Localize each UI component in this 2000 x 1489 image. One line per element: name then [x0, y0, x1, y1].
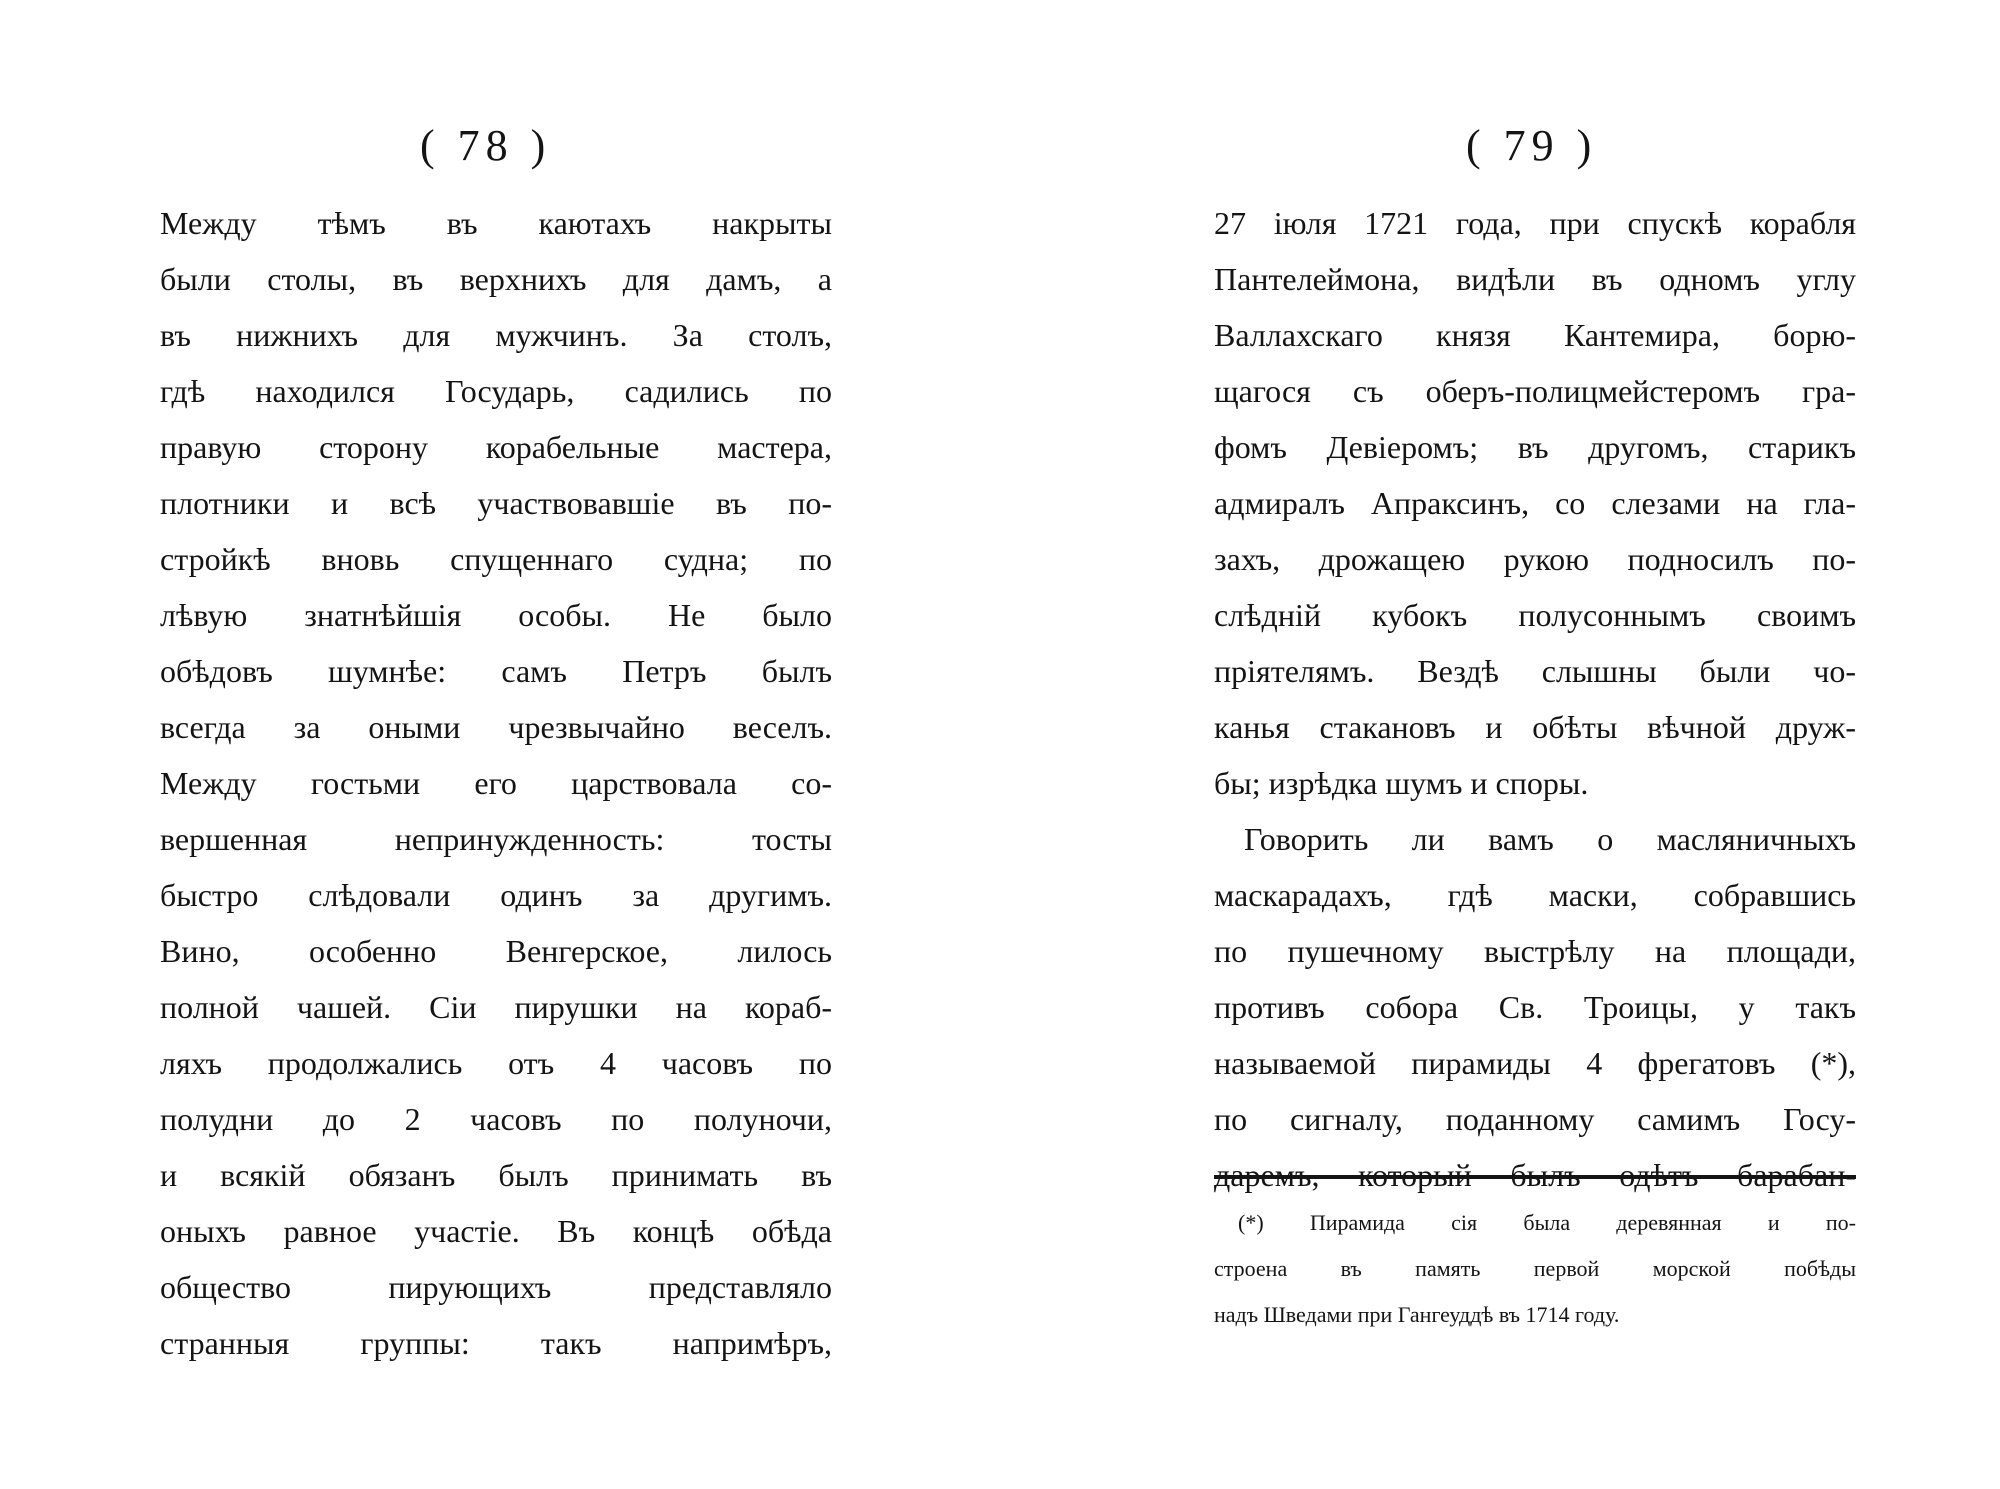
- text-line: Валлахскаго князя Кантемира, борю-: [1214, 317, 1856, 353]
- text-line: называемой пирамиды 4 фрегатовъ (*),: [1214, 1045, 1856, 1081]
- text-line: Говорить ли вамъ о масляничныхъ: [1244, 821, 1856, 857]
- page-number-right: ( 79 ): [1466, 121, 1598, 170]
- footnote-line: строена въ память первой морской побѣды: [1214, 1256, 1856, 1281]
- text-line: и всякій обязанъ былъ принимать въ: [160, 1157, 832, 1193]
- text-line: 27 іюля 1721 года, при спускѣ корабля: [1214, 205, 1856, 241]
- text-line: противъ собора Св. Троицы, у такъ: [1214, 989, 1856, 1025]
- text-line: даремъ, который былъ одѣтъ барабан-: [1214, 1157, 1856, 1193]
- footnote-rule: [1214, 1175, 1856, 1179]
- text-line: Пантелеймона, видѣли въ одномъ углу: [1214, 261, 1856, 297]
- footnote: [1214, 1200, 1856, 1338]
- footnote-line: надъ Шведами при Гангеуддѣ въ 1714 году.: [1214, 1302, 1620, 1327]
- text-line: правую сторону корабельные мастера,: [160, 429, 832, 465]
- text-line: странныя группы: такъ напримѣръ,: [160, 1325, 832, 1361]
- text-line: плотники и всѣ участвовавшіе въ по-: [160, 485, 832, 521]
- right-page-text: [1214, 195, 1856, 1203]
- text-line: быстро слѣдовали одинъ за другимъ.: [160, 877, 832, 913]
- left-page-text: [160, 195, 832, 1371]
- text-line: по пушечному выстрѣлу на площади,: [1214, 933, 1856, 969]
- text-line: адмиралъ Апраксинъ, со слезами на гла-: [1214, 485, 1856, 521]
- text-line: общество пирующихъ представляло: [160, 1269, 832, 1305]
- text-line: ляхъ продолжались отъ 4 часовъ по: [160, 1045, 832, 1081]
- text-line: Между гостьми его царствовала со-: [160, 765, 832, 801]
- text-line: обѣдовъ шумнѣе: самъ Петръ былъ: [160, 653, 832, 689]
- text-line: пріятелямъ. Вездѣ слышны были чо-: [1214, 653, 1856, 689]
- text-line: полудни до 2 часовъ по полуночи,: [160, 1101, 832, 1137]
- text-line: оныхъ равное участіе. Въ концѣ обѣда: [160, 1213, 832, 1249]
- text-line: Между тѣмъ въ каютахъ накрыты: [160, 205, 832, 241]
- text-line: захъ, дрожащею рукою подносилъ по-: [1214, 541, 1856, 577]
- text-line: лѣвую знатнѣйшія особы. Не было: [160, 597, 832, 633]
- text-line: канья стакановъ и обѣты вѣчной друж-: [1214, 709, 1856, 745]
- text-line: стройкѣ вновь спущеннаго судна; по: [160, 541, 832, 577]
- page-number-left: ( 78 ): [420, 121, 552, 170]
- text-line: по сигналу, поданному самимъ Госу-: [1214, 1101, 1856, 1137]
- text-line: щагося съ оберъ-полицмейстеромъ гра-: [1214, 373, 1856, 409]
- text-line: Вино, особенно Венгерское, лилось: [160, 933, 832, 969]
- text-line: полной чашей. Сіи пирушки на кораб-: [160, 989, 832, 1025]
- text-line: гдѣ находился Государь, садились по: [160, 373, 832, 409]
- text-line: маскарадахъ, гдѣ маски, собравшись: [1214, 877, 1856, 913]
- right-page: [1000, 0, 2000, 1489]
- text-line: были столы, въ верхнихъ для дамъ, а: [160, 261, 832, 297]
- text-line: вершенная непринужденность: тосты: [160, 821, 832, 857]
- text-line: слѣдній кубокъ полусоннымъ своимъ: [1214, 597, 1856, 633]
- text-line: фомъ Девіеромъ; въ другомъ, старикъ: [1214, 429, 1856, 465]
- footnote-line: (*) Пирамида сія была деревянная и по-: [1238, 1210, 1856, 1235]
- text-line: въ нижнихъ для мужчинъ. За столъ,: [160, 317, 832, 353]
- text-line: бы; изрѣдка шумъ и споры.: [1214, 765, 1589, 801]
- text-line: всегда за оными чрезвычайно веселъ.: [160, 709, 832, 745]
